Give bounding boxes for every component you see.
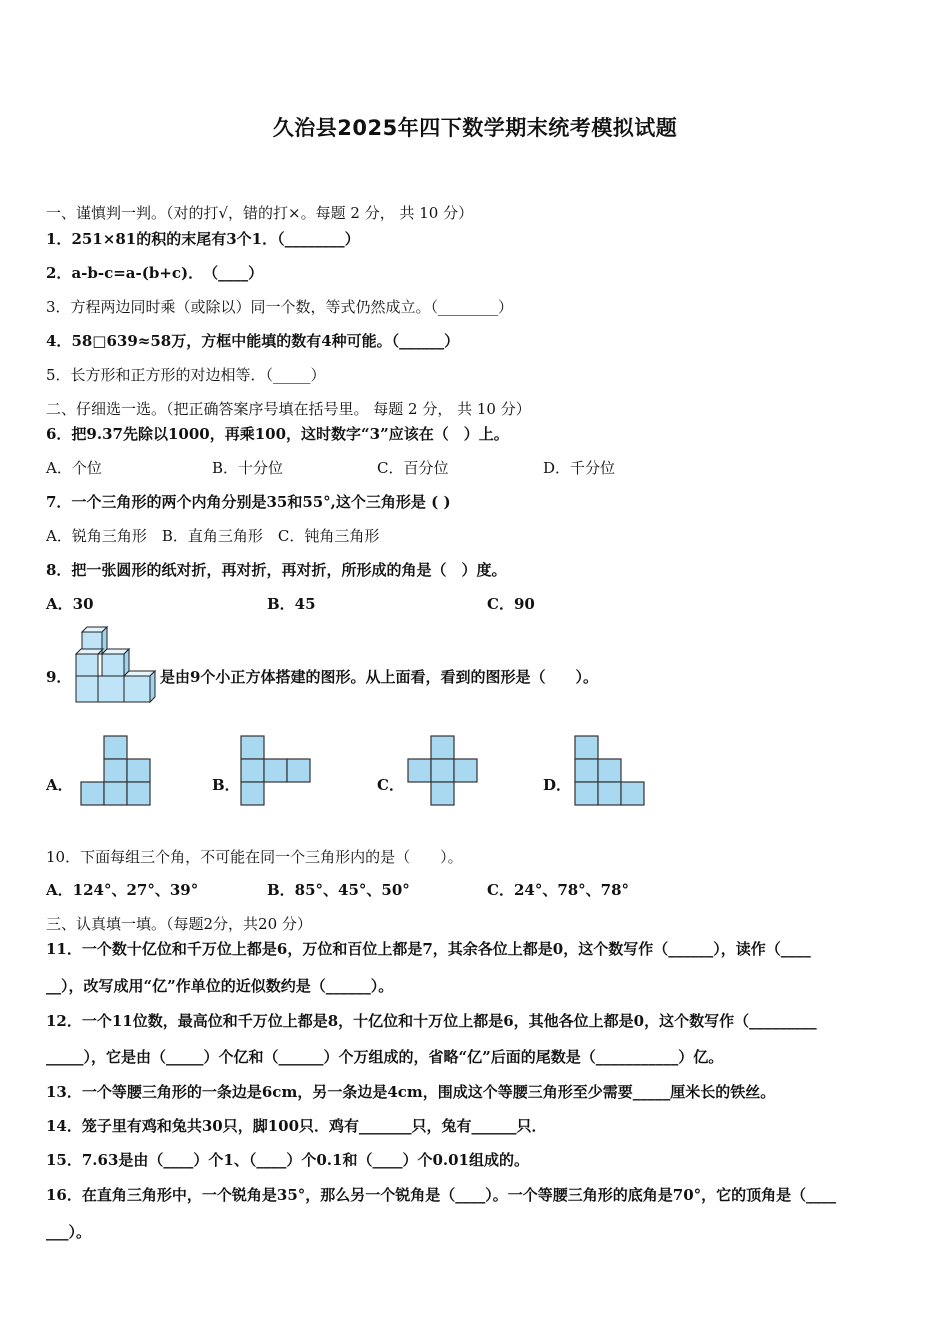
q7-options: A．锐角三角形 B．直角三角形 C．钝角三角形 [46,527,380,545]
question-11-line-1: 11．一个数十亿位和千万位上都是6，万位和百位上都是7，其余各位上都是0，这个数写作（______），读作（____ [46,940,811,958]
question-6: 6．把9.37先除以1000，再乘100，这时数字“3”应该在（ ）上。 [46,425,509,443]
question-text: 251×81的积的末尾有3个1．（________） [71,230,360,248]
q10-option-a: A．124°、27°、39° [46,881,199,899]
question-8: 8．把一张圆形的纸对折，再对折，再对折，所形成的角是（ ）度。 [46,561,507,579]
question-9-number: 9． [46,668,72,686]
question-text: 58□639≈58万，方框中能填的数有4种可能。（______） [71,332,460,350]
q9-option-a-figure [78,734,152,806]
question-12-line-2: _____），它是由（_____）个亿和（______）个万组成的，省略“亿”后面的尾数是（___________）亿。 [46,1048,724,1066]
q8-option-b: B．45 [267,595,316,613]
q9-option-d-label: D． [543,776,572,794]
page-title: 久治县2025年四下数学期末统考模拟试题 [272,116,678,140]
question-3 [46,296,513,317]
question-13: 13．一个等腰三角形的一条边是6cm，另一条边是4cm，围成这个等腰三角形至少需要_____厘米长的铁丝。 [46,1083,776,1101]
section-1-header: 一、谨慎判一判。（对的打√，错的打×。每题 2 分， 共 10 分） [46,204,474,222]
question-16-line-2: ___）。 [46,1223,92,1241]
question-10: 10．下面每组三个角，不可能在同一个三角形内的是（ ）。 [46,848,463,866]
q9-option-d-figure [572,734,646,806]
q6-option-a: A．个位 [46,459,102,477]
question-9-text: 是由9个小正方体搭建的图形。从上面看，看到的图形是（ ）。 [160,668,598,686]
question-2 [46,262,263,283]
question-15: 15．7.63是由（____）个1、（____）个0.1和（____）个0.01组成的。 [46,1151,529,1169]
q6-option-c: C．百分位 [377,459,449,477]
question-number: 1． [46,230,72,248]
question-text: a-b-c=a-(b+c)． （____） [71,264,264,282]
q6-option-b: B．十分位 [212,459,284,477]
question-number: 2． [46,264,72,282]
q8-option-a: A．30 [46,595,94,613]
q9-option-c-label: C． [377,776,404,794]
question-4 [46,330,459,351]
cube-stack-figure [72,624,160,706]
question-16-line-1: 16．在直角三角形中，一个锐角是35°，那么另一个锐角是（____）。一个等腰三角形的底角是70°，它的顶角是（____ [46,1186,837,1204]
question-number: 5． [46,366,71,384]
section-2-header: 二、仔细选一选。（把正确答案序号填在括号里。 每题 2 分， 共 10 分） [46,400,531,418]
q9-option-c-figure [405,734,479,806]
section-3-header: 三、认真填一填。（每题2分，共20 分） [46,915,312,933]
question-text: 方程两边同时乘（或除以）同一个数，等式仍然成立。（________） [70,298,514,316]
question-7: 7．一个三角形的两个内角分别是35和55°,这个三角形是 ( ) [46,493,451,511]
question-number: 4． [46,332,72,350]
q10-option-b: B．85°、45°、50° [267,881,410,899]
question-5 [46,364,326,385]
q8-option-c: C．90 [487,595,535,613]
question-1 [46,228,360,249]
question-text: 长方形和正方形的对边相等．（_____） [70,366,326,384]
question-14: 14．笼子里有鸡和兔共30只，脚100只．鸡有_______只，兔有______只． [46,1117,547,1135]
q9-option-b-figure [238,734,312,806]
q9-option-a-label: A． [46,776,73,794]
q10-option-c: C．24°、78°、78° [487,881,630,899]
q9-option-b-label: B． [212,776,240,794]
q6-option-d: D．千分位 [543,459,616,477]
question-11-line-2: __），改写成用“亿”作单位的近似数约是（______）。 [46,977,394,995]
question-12-line-1: 12．一个11位数，最高位和千万位上都是8，十亿位和十万位上都是6，其他各位上都是0，这个数写作（_________ [46,1012,817,1030]
question-number: 3． [46,298,71,316]
